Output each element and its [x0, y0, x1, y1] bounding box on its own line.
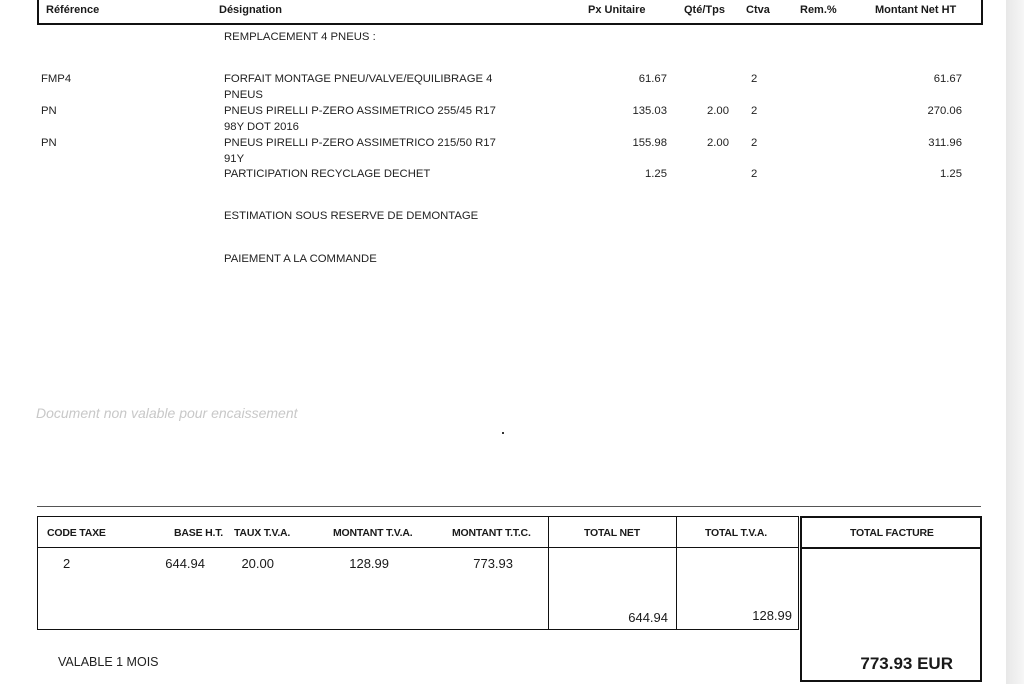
tax-header-rate: TAUX T.V.A.	[234, 527, 291, 539]
total-invoice-divider	[800, 547, 982, 549]
total-net-value: 644.94	[628, 610, 668, 625]
viewer-gutter	[1006, 0, 1024, 684]
item-designation: PARTICIPATION RECYCLAGE DECHET	[224, 168, 431, 180]
payment-note: PAIEMENT A LA COMMANDE	[224, 253, 377, 265]
estimation-note: ESTIMATION SOUS RESERVE DE DEMONTAGE	[224, 210, 479, 222]
header-discount: Rem.%	[800, 4, 837, 16]
watermark-text: Document non valable pour encaissement	[36, 405, 298, 421]
header-designation: Désignation	[219, 4, 282, 16]
total-vat-value: 128.99	[752, 608, 792, 623]
header-ctva: Ctva	[746, 4, 770, 16]
tax-header-ttc: MONTANT T.T.C.	[452, 527, 531, 539]
item-reference: FMP4	[41, 73, 72, 85]
item-quantity: 2.00	[707, 137, 729, 149]
tax-base-value: 644.94	[165, 556, 205, 571]
item-quantity: 2.00	[707, 105, 729, 117]
item-designation-cont: 98Y DOT 2016	[224, 121, 299, 133]
tax-ttc-value: 773.93	[473, 556, 513, 571]
column-header-bar	[37, 0, 983, 25]
separator-line	[37, 506, 981, 507]
item-unit-price: 135.03	[632, 105, 667, 117]
item-ctva: 2	[751, 105, 758, 117]
item-reference: PN	[41, 105, 57, 117]
item-designation: PNEUS PIRELLI P-ZERO ASSIMETRICO 255/45 R17	[224, 105, 496, 117]
tax-summary-box	[37, 516, 799, 630]
tax-header-vat-amount: MONTANT T.V.A.	[333, 527, 413, 539]
tax-rate-value: 20.00	[241, 556, 274, 571]
item-unit-price: 61.67	[638, 73, 667, 85]
header-net-amount: Montant Net HT	[875, 4, 957, 16]
tax-column-divider	[676, 516, 677, 630]
item-designation-cont: 91Y	[224, 153, 245, 165]
header-unit-price: Px Unitaire	[588, 4, 646, 16]
item-designation: FORFAIT MONTAGE PNEU/VALVE/EQUILIBRAGE 4	[224, 73, 493, 85]
item-unit-price: 155.98	[632, 137, 667, 149]
header-reference: Référence	[46, 4, 100, 16]
item-unit-price: 1.25	[645, 168, 667, 180]
tax-header-code: CODE TAXE	[47, 527, 106, 539]
item-net-amount: 311.96	[928, 137, 962, 149]
item-net-amount: 61.67	[933, 73, 962, 85]
tax-header-divider	[37, 547, 799, 548]
item-ctva: 2	[751, 137, 758, 149]
item-ctva: 2	[751, 73, 758, 85]
tax-header-total-vat: TOTAL T.V.A.	[705, 527, 767, 539]
item-net-amount: 270.06	[927, 105, 962, 117]
item-ctva: 2	[751, 168, 758, 180]
section-title: REMPLACEMENT 4 PNEUS :	[224, 31, 376, 43]
validity-note: VALABLE 1 MOIS	[58, 655, 159, 669]
tax-header-total-invoice: TOTAL FACTURE	[850, 527, 934, 539]
item-net-amount: 1.25	[940, 168, 962, 180]
print-speck	[502, 432, 504, 434]
tax-vat-amount-value: 128.99	[349, 556, 389, 571]
tax-column-divider	[548, 516, 549, 630]
item-designation-cont: PNEUS	[224, 89, 263, 101]
tax-header-base: BASE H.T.	[174, 527, 223, 539]
tax-header-total-net: TOTAL NET	[584, 527, 640, 539]
grand-total-value: 773.93 EUR	[860, 654, 953, 673]
tax-code-value: 2	[63, 556, 71, 571]
item-designation: PNEUS PIRELLI P-ZERO ASSIMETRICO 215/50 R17	[224, 137, 496, 149]
item-reference: PN	[41, 137, 57, 149]
header-quantity: Qté/Tps	[684, 4, 725, 16]
